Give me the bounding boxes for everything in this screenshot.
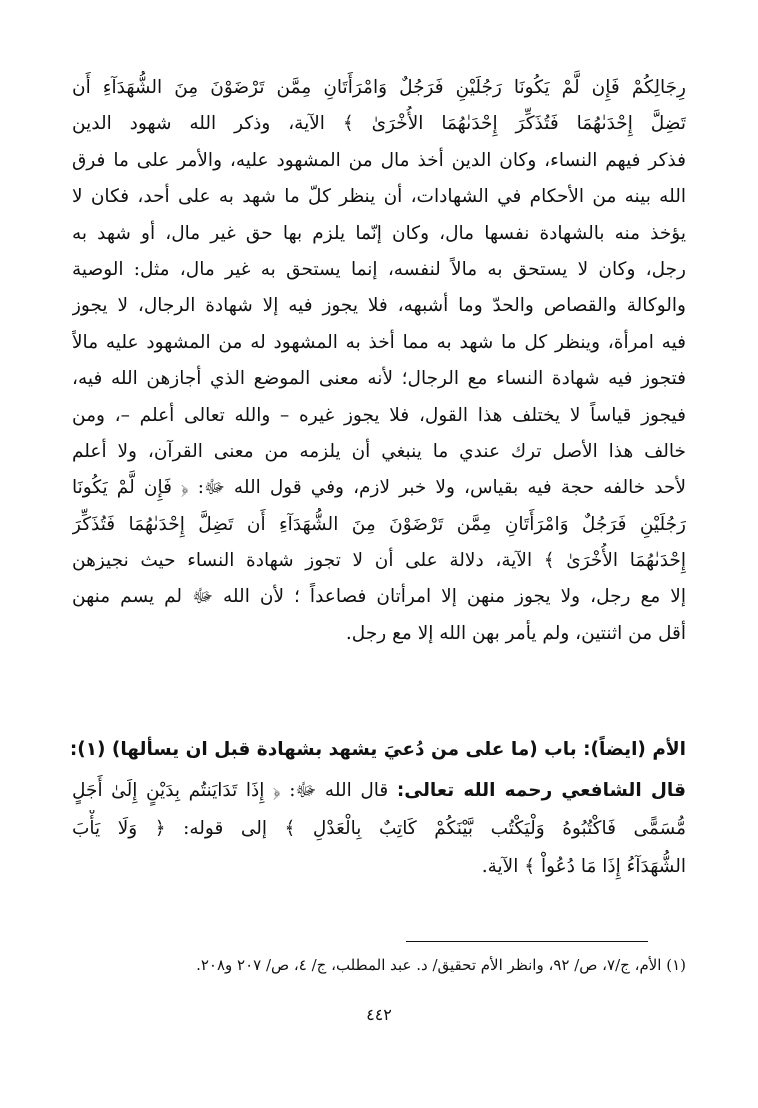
section-line: الشُّهَدَآءُ إِذَا مَا دُعُواْ ﴾ الآية. — [481, 856, 686, 877]
text-line: والوكالة والقصاص والحدّ وما أشبهه، فلا يجوز فيه إلا شهادة الرجال، لا يجوز — [72, 295, 686, 317]
text-line: إلا مع رجل، ولا يجوز منهن إلا امرأتان فصاعداً ؛ لأن الله ﷻ لم يسم منهن — [72, 586, 686, 608]
section-first-line — [72, 772, 686, 810]
section-lead: قال الشافعي رحمه الله تعالى: — [396, 780, 686, 801]
text-line: يؤخذ منه بالشهادة نفسها مال، وكان إنّما يلزم بها حق غير مال، أو شهد به — [72, 222, 686, 244]
text-line: رجل، وكان لا يستحق به مالاً لنفسه، إنما يستحق به غير مال، مثل: الوصية — [72, 258, 686, 280]
main-text-block — [72, 70, 686, 652]
section-text-block — [72, 772, 686, 886]
chapter-heading: الأم (ايضاً): باب (ما على من دُعيَ يشهد بشهادة قبل ان يسألها) (١): — [69, 739, 686, 760]
text-line: لأحد خالفه حجة فيه بقياس، ولا خبر لازم، وفي قول الله ﷻ: ﴿ فَإِن لَّمْ يَكُونَا — [72, 477, 686, 499]
text-line: فتجوز فيه شهادة النساء مع الرجال؛ لأنه معنى الموضع الذي أجازهن الله فيه، — [72, 368, 686, 390]
text-line: رَجُلَيْنِ فَرَجُلٌ وَامْرَأَتَانِ مِمَّن تَرْضَوْنَ مِنَ الشُّهَدَآءِ أَن تَضِلَّ إِحْدَىٰهُمَا فَتُذَكِّرَ — [72, 513, 686, 535]
text-line: فيجوز قياساً لا يختلف هذا القول، فلا يجوز غيره – والله تعالى أعلم –، ومن — [72, 404, 686, 426]
text-line: الله بينه من الأحكام في الشهادات، أن ينظر كلّ ما شهد به على أحد، فكان لا — [72, 186, 686, 208]
text-line: فذكر فيهم النساء، وكان الدين أخذ مال من المشهود عليه، والأمر على ما فرق — [72, 149, 686, 171]
page-number: ٤٤٢ — [366, 1005, 392, 1024]
text-line: أقل من اثنتين، ولم يأمر بهن الله إلا مع رجل. — [345, 622, 686, 644]
text-line: رِجَالِكُمْ فَإِن لَّمْ يَكُونَا رَجُلَيْنِ فَرَجُلٌ وَامْرَأَتَانِ مِمَّن تَرْضَوْنَ مِنَ الشُّهَدَآءِ أَن — [72, 77, 686, 98]
text-line: فيه امرأة، وينظر كل ما شهد به مما أخذ به المشهود له من المشهود عليه مالاً — [72, 331, 686, 353]
footnote-divider — [406, 941, 648, 942]
footnote: (١) الأم، ج/٧، ص/ ٩٢، وانظر الأم تحقيق/ د. عبد المطلب، ج/ ٤، ص/ ٢٠٧ و٢٠٨. — [196, 956, 686, 974]
text-line: إِحْدَىٰهُمَا الأُخْرَىٰ ﴾ الآية، دلالة على أن لا تجوز شهادة النساء حيث نجيزهن — [72, 550, 686, 572]
text-line: خالف هذا الأصل ترك عندي ما ينبغي أن يلزمه من معنى القرآن، ولا أعلم — [72, 440, 686, 462]
section-line-text: قال الله ﷻ: ﴿ إِذَا تَدَايَنتُم بِدَيْنٍ إِلَىٰ أَجَلٍ — [72, 780, 389, 801]
section-line: مُّسَمًّى فَاكْتُبُوهُ وَلْيَكْتُب بَّيْنَكُمْ كَاتِبٌ بِالْعَدْلِ ﴾ إلى قوله: ﴿ وَلَا يَأْبَ — [72, 818, 686, 839]
text-line: تَضِلَّ إِحْدَىٰهُمَا فَتُذَكِّرَ إِحْدَىٰهُمَا الأُخْرَىٰ ﴾ الآية، وذكر الله شهود الدين — [72, 113, 686, 135]
